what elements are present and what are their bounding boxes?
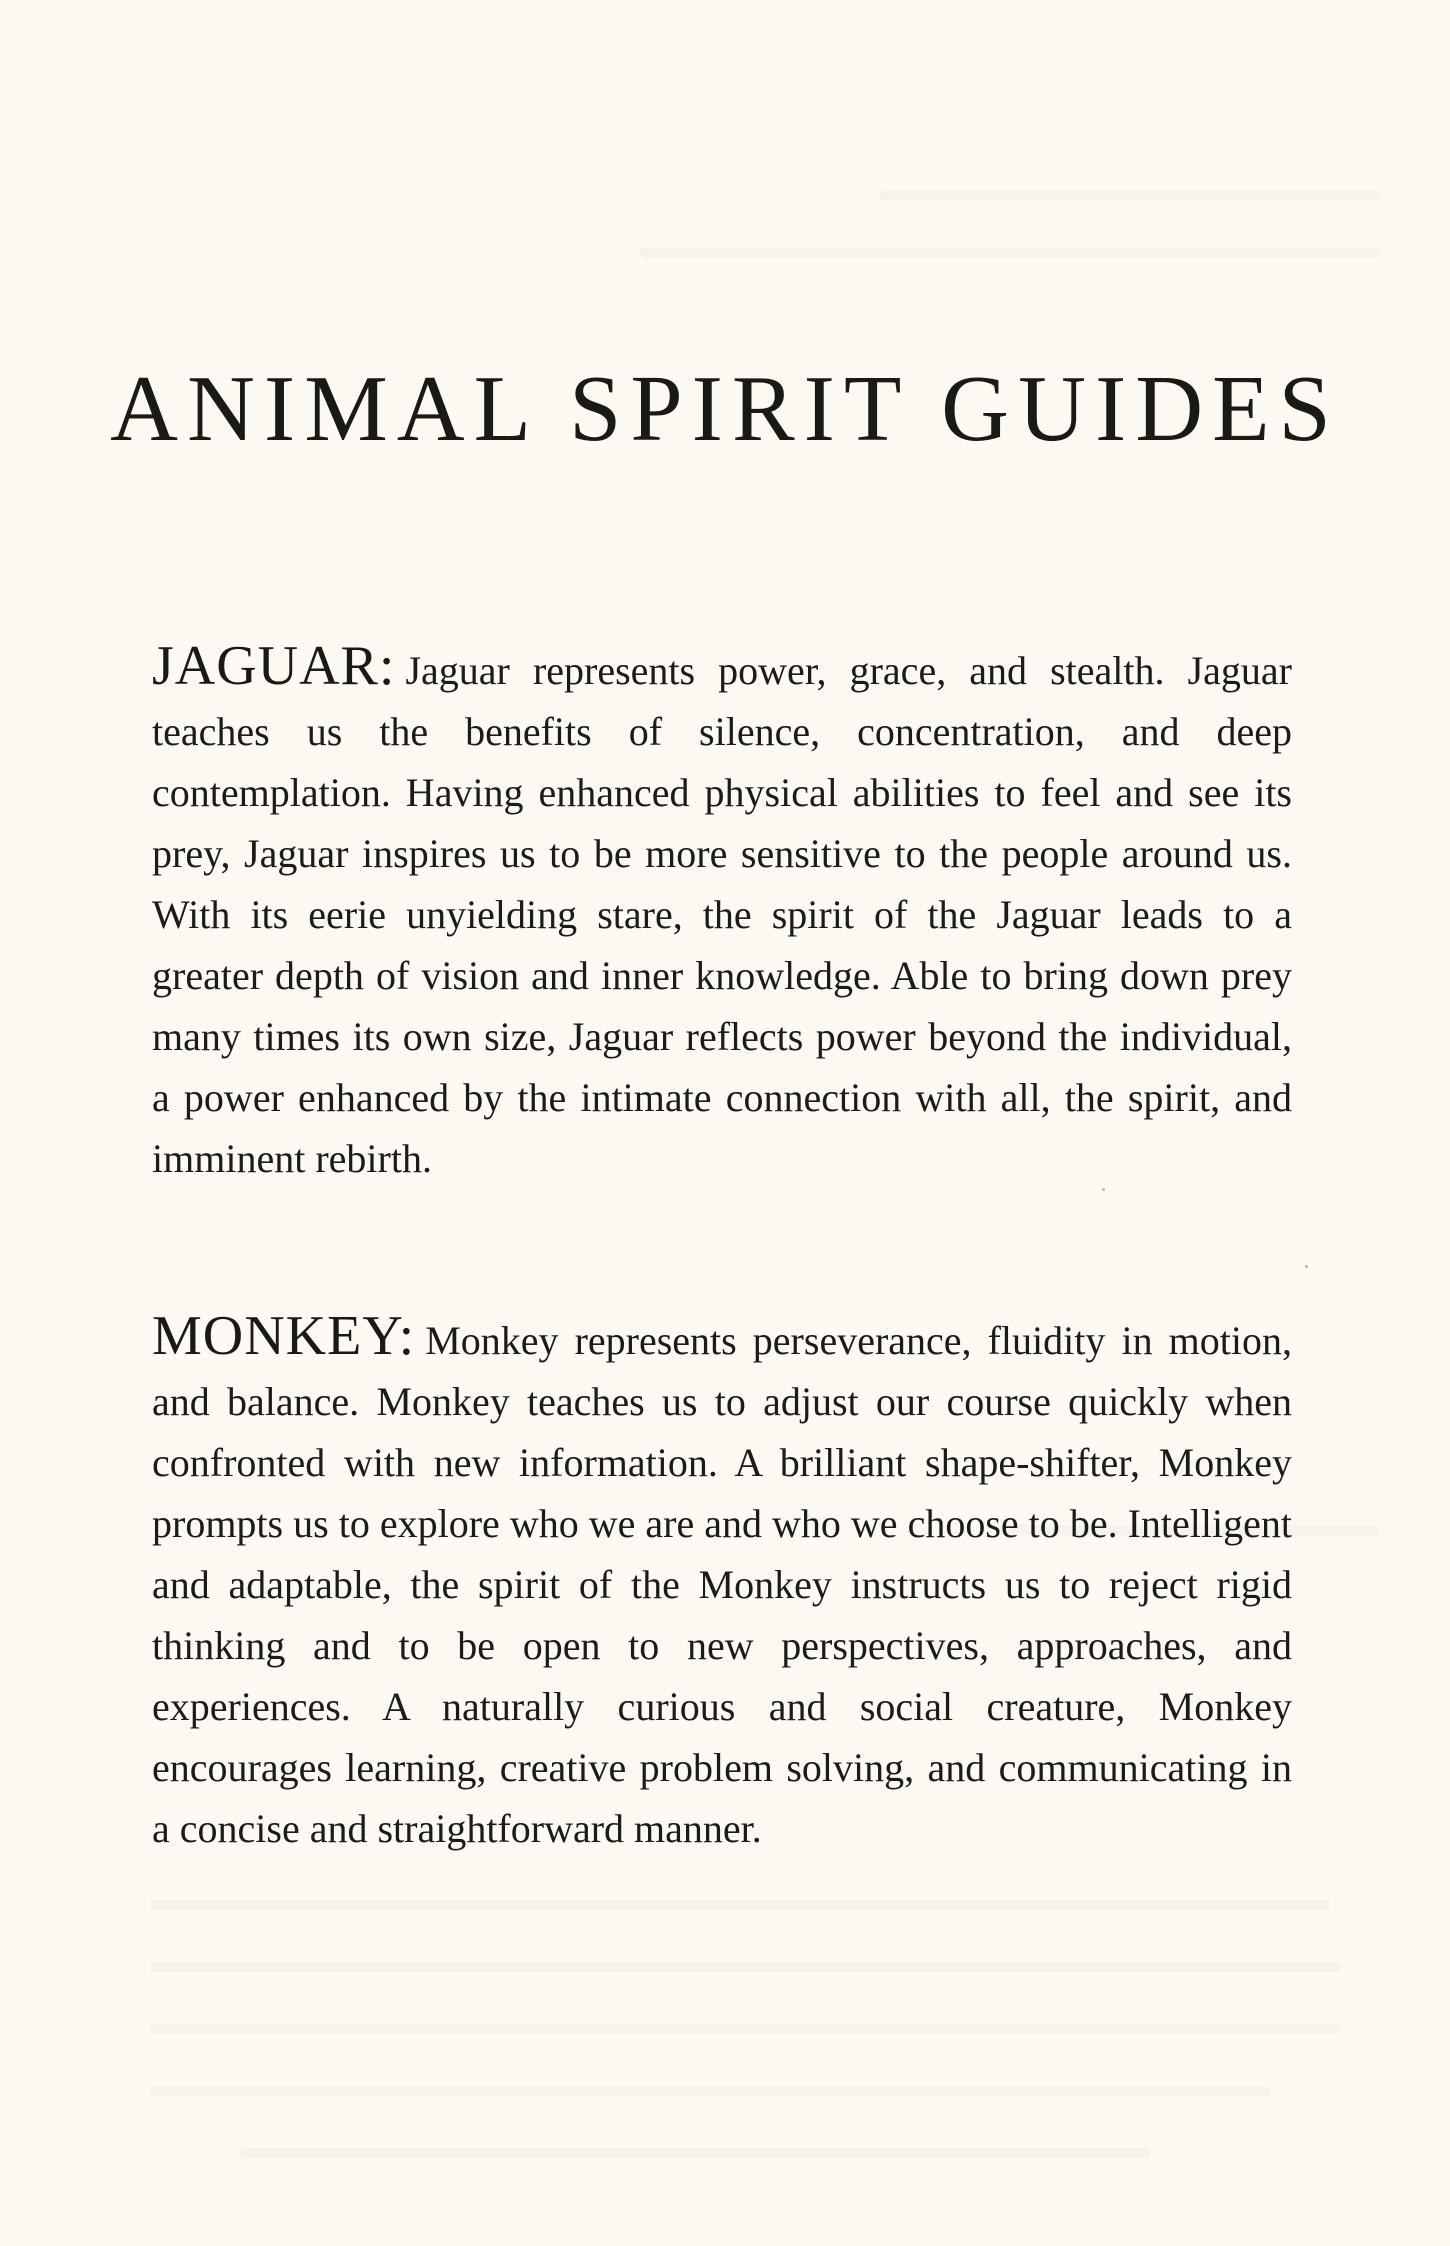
jaguar-heading: JAGUAR: [152,635,396,697]
show-through-texture [150,1962,1340,1972]
paper-speck [1102,1188,1105,1191]
show-through-texture [640,248,1380,258]
jaguar-entry [152,636,1292,1189]
monkey-entry [152,1306,1292,1859]
paper-speck [1305,1265,1308,1268]
page-title: ANIMAL SPIRIT GUIDES [110,357,1340,461]
show-through-texture [240,2148,1150,2158]
show-through-texture [150,2024,1340,2034]
monkey-heading: MONKEY: [152,1305,416,1367]
show-through-texture [150,1900,1330,1910]
jaguar-description: Jaguar represents power, grace, and stealth. Jaguar teaches us the benefits of silence, concentration, and deep contemplation. Having enhanced physical abilities to feel and see its prey, Jaguar inspires us to be more sensitive to the people around us. With its eerie unyielding stare, the spirit of the Jaguar leads to a greater depth of vision and inner knowledge. Able to bring down prey many times its own size, Jaguar reflects power beyond the individual, a power enhanced by the intimate connection with all, the spirit, and imminent rebirth. [152,648,1292,1181]
show-through-texture [880,190,1380,200]
show-through-texture [150,2086,1270,2096]
monkey-description: Monkey represents perseverance, fluidity in motion, and balance. Monkey teaches us to adjust our course quickly when confronted with new information. A brilliant shape-shifter, Monkey prompts us to explore who we are and who we choose to be. Intelligent and adaptable, the spirit of the Monkey instructs us to reject rigid thinking and to be open to new perspectives, approaches, and experiences. A naturally curious and social creature, Monkey encourages learning, creative problem solving, and communicating in a concise and straightforward manner. [152,1318,1292,1851]
